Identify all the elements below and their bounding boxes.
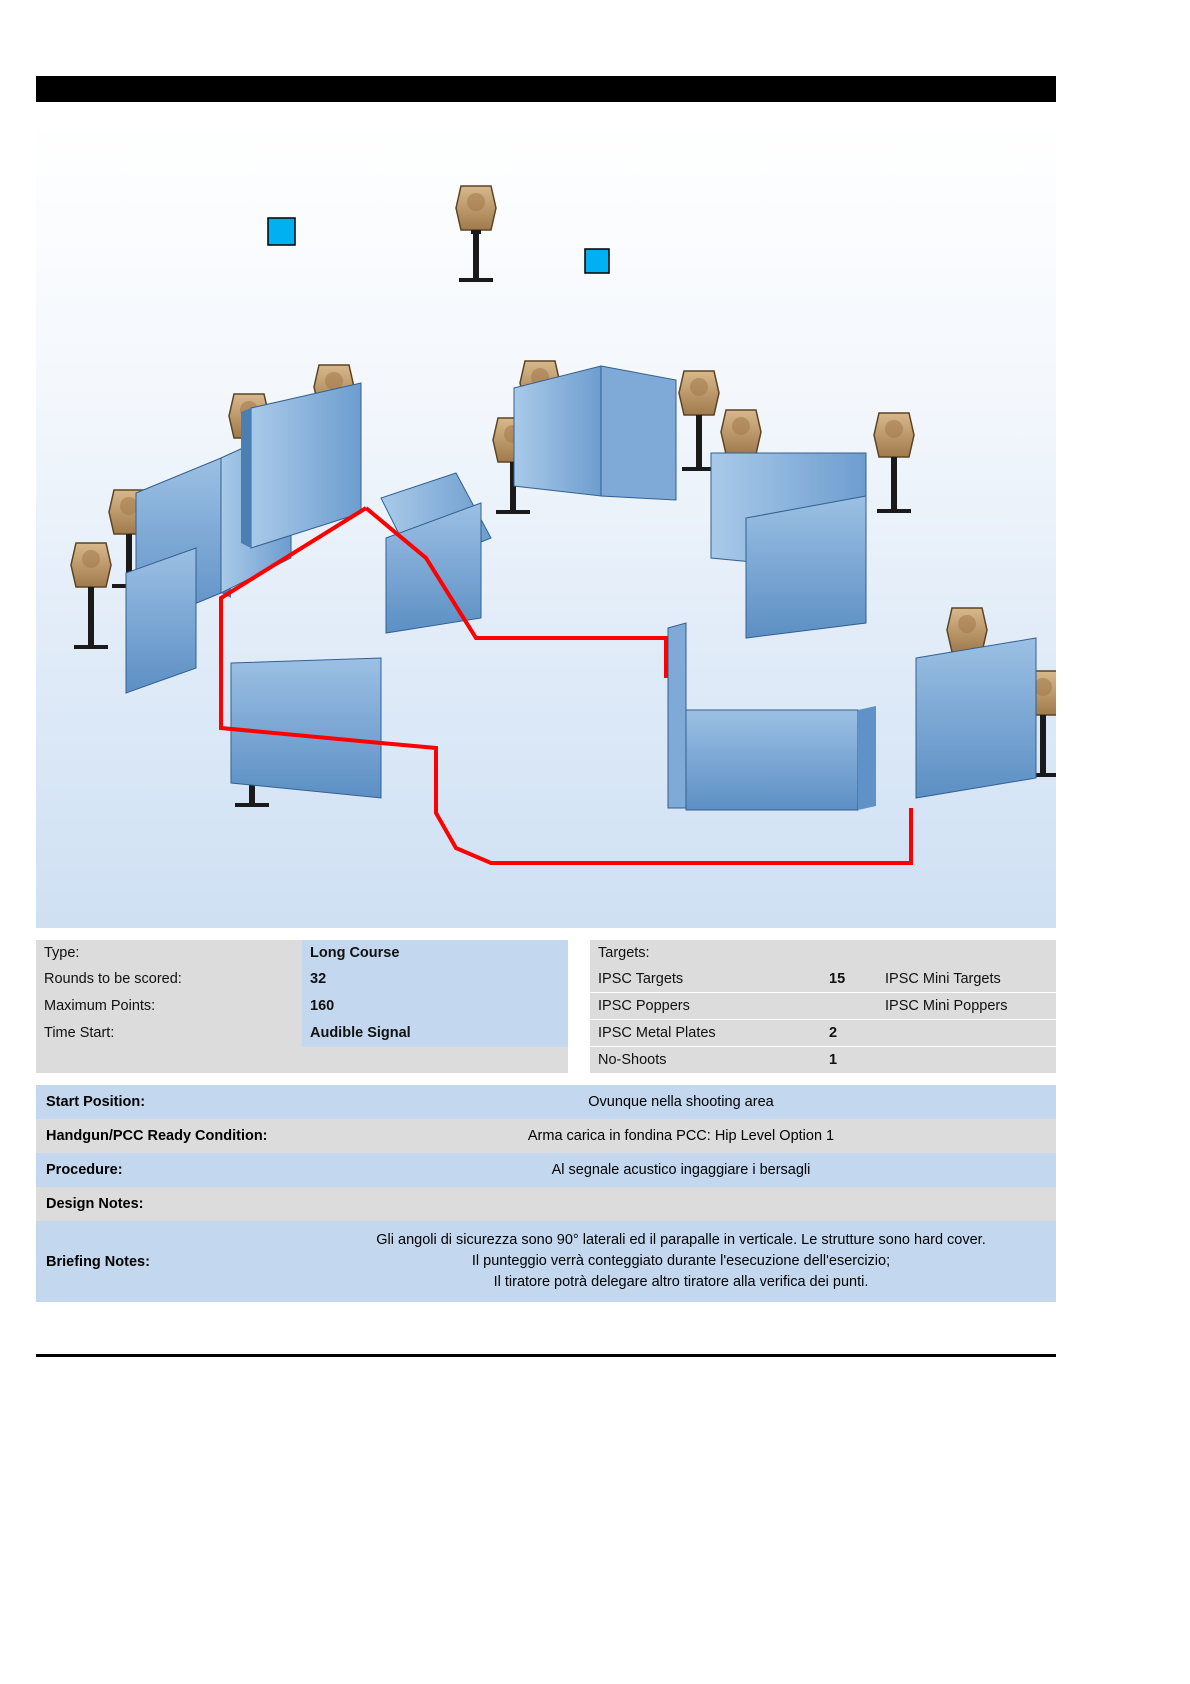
time-start-value: Audible Signal xyxy=(302,1020,568,1047)
targets-secondary-header xyxy=(877,940,1056,966)
table-row xyxy=(36,966,1056,993)
table-row xyxy=(36,940,1056,966)
empty-value xyxy=(302,1047,568,1074)
type-value: Long Course xyxy=(302,940,568,966)
briefing-line-1: Gli angoli di sicurezza sono 90° laterali ed il parapalle in verticale. Le strutture sono hard cover. xyxy=(376,1232,986,1248)
start-position-label: Start Position: xyxy=(46,1094,146,1110)
table-row xyxy=(36,993,1056,1020)
marker-icon xyxy=(585,249,609,273)
briefing-notes-value xyxy=(306,1221,1056,1302)
time-start-label: Time Start: xyxy=(36,1020,302,1047)
targets-label: Targets: xyxy=(590,940,821,966)
design-notes-label: Design Notes: xyxy=(46,1196,144,1212)
spacer xyxy=(568,966,590,993)
ipsc-target-icon xyxy=(874,413,914,513)
rounds-value: 32 xyxy=(302,966,568,993)
target-count-0: 15 xyxy=(821,966,877,993)
spacer xyxy=(568,1047,590,1074)
wall xyxy=(514,366,676,500)
briefing-line-3: Il tiratore potrà delegare altro tiratore alla verifica dei punti. xyxy=(493,1274,869,1291)
wall xyxy=(126,548,196,693)
type-label: Type: xyxy=(36,940,302,966)
marker-icon xyxy=(268,218,295,245)
stage-diagram xyxy=(36,118,1056,928)
table-row xyxy=(36,1187,1056,1221)
table-row xyxy=(36,1020,1056,1047)
ipsc-target-icon xyxy=(71,543,111,649)
target-count-2: 2 xyxy=(821,1020,877,1047)
target-name2-0: IPSC Mini Targets xyxy=(877,966,1056,993)
target-name2-1: IPSC Mini Poppers xyxy=(877,993,1056,1020)
target-name-1: IPSC Poppers xyxy=(590,993,821,1020)
wall xyxy=(916,638,1036,798)
wall xyxy=(231,658,381,798)
briefing-notes-label: Briefing Notes: xyxy=(46,1253,150,1270)
header-bar xyxy=(36,76,1056,102)
design-notes-value xyxy=(306,1187,1056,1221)
rounds-label: Rounds to be scored: xyxy=(36,966,302,993)
wall xyxy=(746,496,866,638)
target-count-1 xyxy=(821,993,877,1020)
table-row xyxy=(36,1119,1056,1153)
table-row xyxy=(36,1047,1056,1074)
max-points-label: Maximum Points: xyxy=(36,993,302,1020)
table-row xyxy=(36,1221,1056,1302)
ready-condition-label: Handgun/PCC Ready Condition: xyxy=(46,1128,268,1144)
spacer xyxy=(568,993,590,1020)
wall xyxy=(381,473,491,633)
procedure-label: Procedure: xyxy=(46,1162,123,1178)
target-name-2: IPSC Metal Plates xyxy=(590,1020,821,1047)
target-count-3: 1 xyxy=(821,1047,877,1074)
wall xyxy=(668,623,876,810)
ready-condition-value: Arma carica in fondina PCC: Hip Level Option 1 xyxy=(527,1128,835,1144)
stage-info-table xyxy=(36,940,1056,1073)
table-row xyxy=(36,1085,1056,1119)
targets-count-header xyxy=(821,940,877,966)
empty-label xyxy=(36,1047,302,1074)
target-name2-2 xyxy=(877,1020,1056,1047)
spacer xyxy=(568,1020,590,1047)
stage-notes-table xyxy=(36,1085,1056,1302)
target-name-3: No-Shoots xyxy=(590,1047,821,1074)
start-position-value: Ovunque nella shooting area xyxy=(588,1094,774,1110)
max-points-value: 160 xyxy=(302,993,568,1020)
ipsc-target-icon xyxy=(456,186,496,282)
footer-rule xyxy=(36,1354,1056,1357)
procedure-value: Al segnale acustico ingaggiare i bersagli xyxy=(551,1162,811,1178)
target-name2-3 xyxy=(877,1047,1056,1074)
target-name-0: IPSC Targets xyxy=(590,966,821,993)
briefing-line-2: Il punteggio verrà conteggiato durante l'esecuzione dell'esercizio; xyxy=(471,1253,891,1270)
spacer xyxy=(568,940,590,966)
table-row xyxy=(36,1153,1056,1187)
